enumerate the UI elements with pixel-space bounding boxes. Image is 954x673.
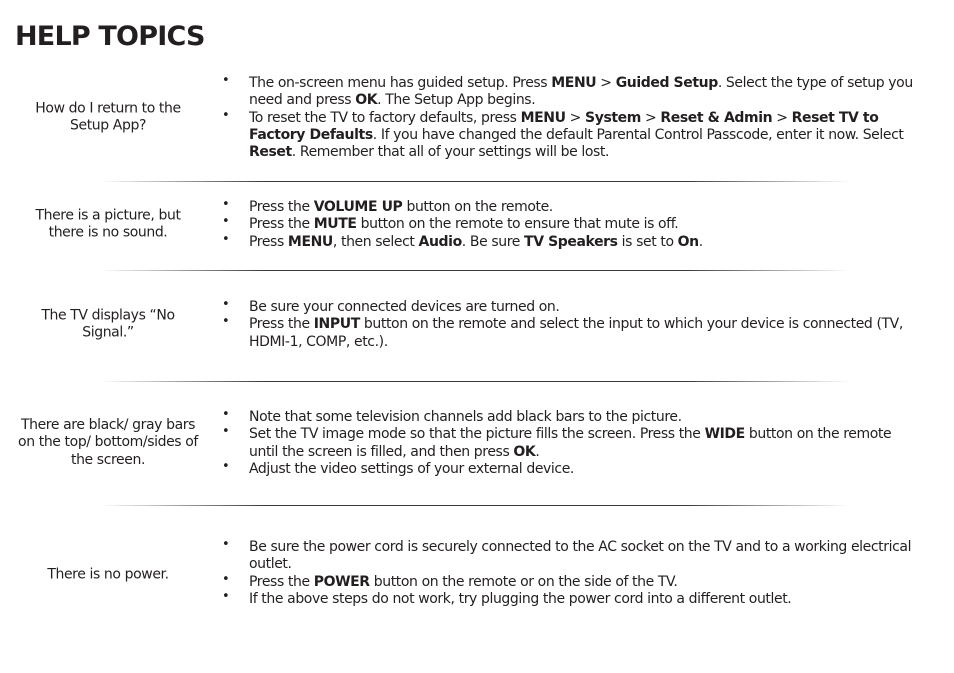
emphasis-text: Audio bbox=[418, 233, 462, 250]
answer-bullet bbox=[221, 588, 921, 608]
emphasis-text: OK bbox=[513, 443, 536, 460]
answer-bullet bbox=[221, 107, 921, 162]
topic-question: There is a picture, but there is no sound. bbox=[35, 207, 181, 241]
emphasis-text: Guided Setup bbox=[615, 75, 718, 91]
emphasis-text: Reset & Admin bbox=[660, 109, 773, 126]
answer-text: button on the remote or on the side of the TV. bbox=[369, 573, 678, 590]
answer-text: button on the remote. bbox=[402, 199, 553, 215]
answer-text: . The Setup App begins. bbox=[377, 92, 536, 109]
emphasis-text: MENU bbox=[287, 233, 333, 250]
bullet-icon: • bbox=[222, 571, 230, 587]
answer-bullet bbox=[221, 199, 921, 216]
topic-question: How do I return to the Setup App? bbox=[35, 100, 181, 134]
bullet-icon: • bbox=[222, 214, 230, 230]
emphasis-text: Reset TV to Factory Defaults bbox=[249, 109, 879, 143]
topic-answers bbox=[221, 409, 921, 478]
answer-text: If the above steps do not work, try plugging the power cord into a different outlet. bbox=[249, 590, 792, 607]
emphasis-text: INPUT bbox=[313, 316, 360, 333]
answer-text: button on the remote and select the input to which your device is connected (TV, HDMI-1, COMP, etc.). bbox=[249, 316, 903, 350]
answer-bullet bbox=[221, 75, 921, 110]
topic-question: There is no power. bbox=[47, 566, 169, 583]
answer-bullet bbox=[221, 231, 921, 251]
answer-text: Press the bbox=[249, 216, 314, 233]
bullet-icon: • bbox=[222, 297, 230, 312]
answer-text: . Be sure bbox=[461, 233, 525, 250]
topic-divider bbox=[100, 505, 850, 506]
answer-text: Press bbox=[249, 233, 288, 250]
emphasis-text: MUTE bbox=[313, 216, 357, 233]
bullet-icon: • bbox=[222, 407, 230, 422]
topic-answers bbox=[221, 199, 921, 251]
emphasis-text: System bbox=[585, 109, 641, 126]
bullet-icon: • bbox=[222, 73, 230, 88]
answer-text: Adjust the video settings of your external device. bbox=[249, 460, 574, 477]
answer-text: Press the bbox=[249, 199, 314, 215]
emphasis-text: VOLUME UP bbox=[313, 199, 403, 215]
answer-text: . bbox=[535, 443, 540, 460]
answer-text: Press the bbox=[249, 573, 314, 590]
answer-text: Note that some television channels add black bars to the picture. bbox=[249, 409, 682, 425]
answer-bullet bbox=[221, 426, 921, 461]
answer-bullet bbox=[221, 409, 921, 426]
emphasis-text: OK bbox=[355, 92, 378, 109]
answer-text: > bbox=[772, 109, 792, 126]
emphasis-text: TV Speakers bbox=[524, 233, 618, 250]
answer-text: To reset the TV to factory defaults, press bbox=[249, 109, 521, 126]
bullet-icon: • bbox=[222, 588, 230, 604]
answer-text: > bbox=[565, 109, 586, 126]
topic-answers bbox=[221, 75, 921, 161]
answer-text: is set to bbox=[617, 233, 678, 250]
topic-question: There are black/ gray bars on the top/ bottom/sides of the screen. bbox=[18, 417, 198, 468]
answer-text: . Select the type of setup you need and press bbox=[249, 75, 913, 109]
answer-bullet bbox=[221, 316, 921, 351]
answer-text: . Remember that all of your settings will be lost. bbox=[291, 144, 610, 161]
emphasis-text: WIDE bbox=[704, 426, 745, 443]
answer-bullet bbox=[221, 539, 921, 574]
topic-divider bbox=[100, 381, 850, 382]
topic-divider bbox=[100, 181, 850, 182]
answer-text: , then select bbox=[332, 233, 419, 250]
answer-text: > bbox=[640, 109, 661, 126]
answer-text: Be sure the power cord is securely connected to the AC socket on the TV and to a working electrical outlet. bbox=[249, 539, 912, 573]
answer-text: Set the TV image mode so that the picture fills the screen. Press the bbox=[249, 426, 705, 443]
emphasis-text: Reset bbox=[249, 144, 292, 161]
emphasis-text: POWER bbox=[313, 573, 370, 590]
answer-text: Be sure your connected devices are turned on. bbox=[249, 299, 560, 315]
bullet-icon: • bbox=[222, 458, 230, 474]
answer-bullet bbox=[221, 571, 921, 591]
emphasis-text: MENU bbox=[551, 75, 597, 91]
answer-text: Press the bbox=[249, 316, 314, 333]
topic-answers bbox=[221, 539, 921, 608]
emphasis-text: On bbox=[677, 233, 699, 250]
answer-bullet bbox=[221, 299, 921, 316]
bullet-icon: • bbox=[222, 197, 230, 212]
topic-divider bbox=[100, 270, 850, 271]
answer-bullet bbox=[221, 216, 921, 233]
emphasis-text: MENU bbox=[520, 109, 566, 126]
answer-text: button on the remote until the screen is filled, and then press bbox=[249, 426, 892, 460]
topic-question: The TV displays “No Signal.” bbox=[41, 307, 175, 341]
topic-answers bbox=[221, 299, 921, 351]
bullet-icon: • bbox=[222, 537, 230, 552]
bullet-icon: • bbox=[222, 424, 230, 440]
answer-text: The on-screen menu has guided setup. Press bbox=[249, 75, 552, 91]
answer-text: button on the remote to ensure that mute is off. bbox=[356, 216, 679, 233]
answer-text: > bbox=[596, 75, 616, 91]
bullet-icon: • bbox=[222, 231, 230, 247]
bullet-icon: • bbox=[222, 314, 230, 330]
answer-text: . If you have changed the default Parental Control Passcode, enter it now. Select bbox=[372, 126, 904, 143]
bullet-icon: • bbox=[222, 107, 230, 123]
page-title: HELP TOPICS bbox=[15, 21, 205, 52]
answer-bullet bbox=[221, 458, 921, 478]
answer-text: . bbox=[698, 233, 703, 250]
